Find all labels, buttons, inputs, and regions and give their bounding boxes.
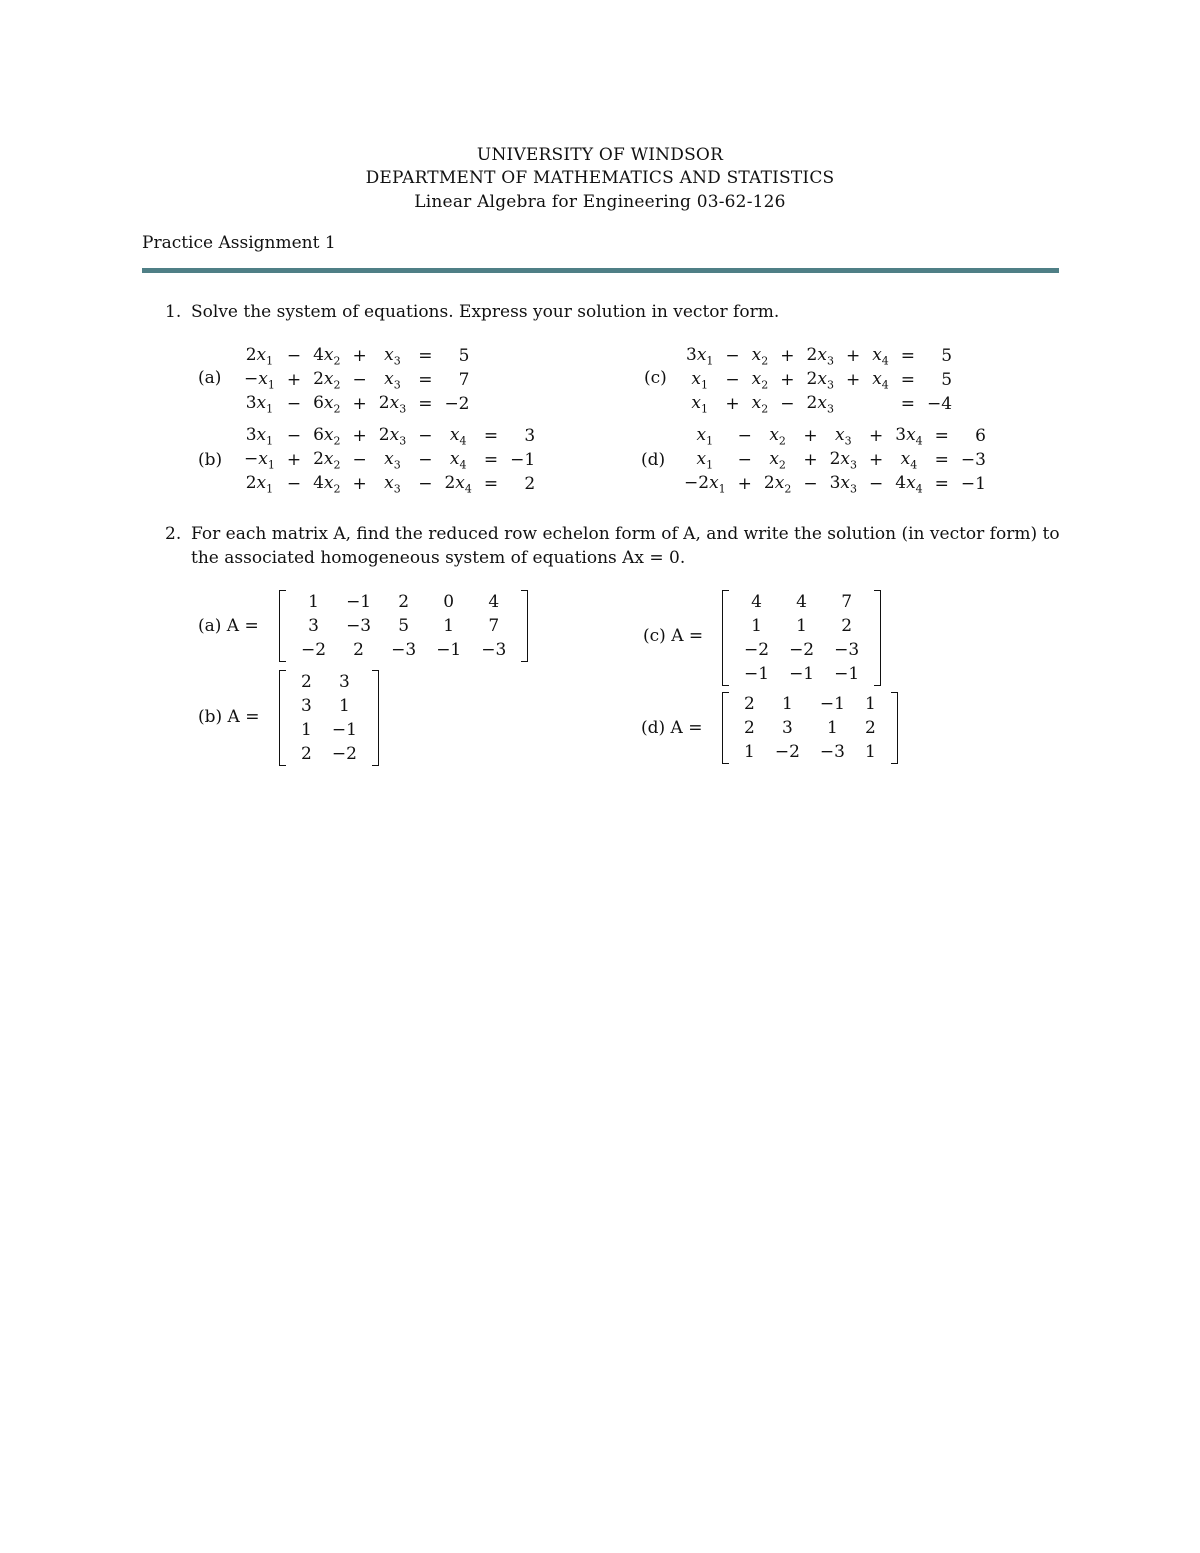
matrix-row [291,670,367,694]
equation-cell: − [725,346,740,366]
matrix-brackets-c [722,590,881,686]
q1-system-b [238,424,541,496]
equation-cell: $2x_3$ [806,368,834,392]
equation-cell: $x_1$ [691,392,708,416]
university-name: UNIVERSITY OF WINDSOR [476,145,724,165]
matrix-cell: −2 [789,640,815,660]
equation-cell: + [725,394,740,414]
matrix-row [291,590,516,614]
matrix-row [734,614,869,638]
equation-cell: = [418,394,433,414]
matrix-cell: 2 [301,672,312,692]
matrix-row [291,638,516,662]
equation-cell: = [900,346,916,366]
matrix-cell: −1 [819,694,845,714]
matrix-brackets-a [279,590,528,662]
q2-a-label: (a) A = [198,616,259,636]
matrix-cell: 1 [443,616,455,636]
equation-cell: −3 [960,450,986,470]
matrix-cell: 1 [781,694,793,714]
q2-b-label: (b) A = [198,707,260,727]
matrix-cell: 4 [751,592,762,612]
matrix-cell: 0 [443,592,455,612]
equation-cell: $-x_1$ [244,368,275,392]
equation-cell: − [780,394,795,414]
q1-b-label: (b) [198,450,223,470]
equation-cell: $2x_3$ [829,448,857,472]
matrix-cell: −2 [774,742,800,762]
equation-cell: $x_4$ [900,448,918,472]
equation-cell: $x_2$ [751,392,769,416]
q1-system-d [678,424,992,496]
equation-cell: − [418,474,433,494]
equation-cell: −4 [927,394,953,414]
equation-cell: $4x_4$ [895,472,923,496]
matrix-cell: 3 [301,696,312,716]
equation-cell: + [286,370,302,390]
q2-matrix-c [722,590,881,691]
equation-table-c [680,344,958,416]
matrix-cell: −1 [436,640,462,660]
equation-cell: = [934,474,949,494]
equation-cell: −2 [444,394,470,414]
equation-cell: $2x_3$ [378,392,407,416]
course-title: Linear Algebra for Engineering 03-62-126 [414,192,786,212]
matrix-cell: 2 [353,640,364,660]
q1-a-label: (a) [198,368,222,388]
matrix-brackets-b [279,670,379,766]
equation-cell: 2 [524,474,536,494]
equation-table-a [238,344,476,416]
matrix-row [734,638,869,662]
equation-cell [866,392,895,416]
equation-cell: − [737,450,752,470]
matrix-row [734,662,869,686]
equation-cell: $x_1$ [691,368,708,392]
equation-cell: $3x_1$ [686,344,714,368]
equation-cell: 5 [941,346,953,366]
equation-row [238,344,476,368]
equation-cell: − [286,474,302,494]
equation-cell: $-2x_1$ [684,472,726,496]
equation-cell: − [418,426,433,446]
matrix-cell: 1 [864,694,876,714]
equation-cell: $3x_4$ [895,424,923,448]
matrix-cell: 3 [308,616,319,636]
matrix-cell: 7 [488,616,500,636]
equation-cell: $2x_3$ [806,344,834,368]
q2-number: 2. [165,524,182,544]
equation-row [238,392,476,416]
equation-cell: $x_4$ [449,448,467,472]
assignment-title: Practice Assignment 1 [142,233,336,253]
matrix-row [734,740,886,764]
equation-row [680,392,958,416]
matrix-cell: 1 [744,742,755,762]
equation-cell: $2x_1$ [245,472,274,496]
equation-cell: + [780,346,795,366]
equation-cell: $x_1$ [696,448,714,472]
equation-cell: = [900,370,916,390]
matrix-cell: −1 [346,592,372,612]
equation-cell: = [483,426,499,446]
matrix-cell: 7 [841,592,853,612]
equation-table-d [678,424,992,496]
equation-cell: 5 [941,370,953,390]
equation-cell: − [418,450,433,470]
equation-cell: $x_2$ [751,368,769,392]
matrix-cell: −2 [744,640,770,660]
equation-row [680,368,958,392]
equation-cell: 3 [524,426,536,446]
matrix-row [291,694,367,718]
q1-prompt: Solve the system of equations. Express your solution in vector form. [191,302,780,322]
matrix-cell: −1 [789,664,815,684]
equation-cell: $x_3$ [384,344,401,368]
matrix-cell: 2 [841,616,853,636]
equation-cell: $x_4$ [449,424,467,448]
department-name: DEPARTMENT OF MATHEMATICS AND STATISTICS [365,168,835,188]
equation-cell: 5 [458,346,470,366]
matrix-cell: 2 [864,718,876,738]
matrix-cell: −2 [331,744,357,764]
equation-cell: = [934,426,949,446]
equation-cell: $x_3$ [384,472,401,496]
q1-system-a [238,344,476,416]
q1-d-label: (d) [641,450,666,470]
q2-matrix-b [279,670,379,771]
q2-matrix-a [279,590,528,667]
matrix-cell: 3 [781,718,793,738]
equation-cell: + [352,426,367,446]
equation-row [238,472,541,496]
equation-cell: + [803,450,818,470]
equation-cell: −1 [510,450,536,470]
equation-cell: $x_2$ [751,344,769,368]
q2-prompt-line2: the associated homogeneous system of equations Ax = 0. [191,548,686,568]
equation-cell: −1 [960,474,986,494]
matrix-cell: 2 [744,718,755,738]
equation-cell: = [934,450,949,470]
equation-cell: + [845,346,861,366]
matrix-cell: −1 [834,664,860,684]
matrix-cell: 1 [751,616,762,636]
equation-cell: = [418,370,433,390]
matrix-cell: 1 [827,718,838,738]
equation-cell: $4x_2$ [313,344,341,368]
equation-cell: + [869,426,884,446]
q1-system-c [680,344,958,416]
equation-cell: $x_3$ [384,368,401,392]
equation-row [678,448,992,472]
equation-cell: $x_3$ [384,448,401,472]
matrix-cell: −1 [744,664,770,684]
q2-prompt-line1: For each matrix A, find the reduced row echelon form of A, and write the solution (in vector form) to [191,524,1060,544]
equation-cell: + [352,474,367,494]
header-rule [142,268,1059,273]
equation-cell: $3x_1$ [245,424,274,448]
matrix-row [734,692,886,716]
equation-row [238,448,541,472]
equation-cell: $2x_3$ [806,392,834,416]
equation-cell: = [483,474,499,494]
matrix-cell: 1 [338,696,350,716]
matrix-cell: 1 [796,616,807,636]
equation-cell: − [286,346,302,366]
equation-cell: $2x_3$ [378,424,407,448]
equation-cell: + [780,370,795,390]
matrix-row [291,614,516,638]
equation-cell: + [869,450,884,470]
equation-cell: + [352,346,367,366]
equation-cell: $2x_2$ [313,368,341,392]
equation-cell: = [483,450,499,470]
equation-cell: $x_4$ [872,344,889,368]
equation-cell: + [737,474,752,494]
equation-row [678,424,992,448]
matrix-cell: 3 [338,672,350,692]
matrix-cell: 2 [744,694,755,714]
equation-cell: − [725,370,740,390]
matrix-cell: −3 [819,742,845,762]
equation-cell: = [418,346,433,366]
equation-row [238,368,476,392]
matrix-row [291,742,367,766]
equation-cell: + [845,370,861,390]
equation-cell: + [803,426,818,446]
equation-table-b [238,424,541,496]
equation-cell: 7 [458,370,470,390]
matrix-cell: 1 [864,742,876,762]
equation-cell: $x_3$ [834,424,852,448]
matrix-cell: 1 [301,720,312,740]
q1-c-label: (c) [644,368,667,388]
equation-cell: $6x_2$ [313,424,341,448]
equation-cell: $6x_2$ [313,392,341,416]
equation-cell: $-x_1$ [244,448,275,472]
matrix-cell: −3 [391,640,417,660]
matrix-cell: 5 [398,616,410,636]
equation-cell: $x_1$ [696,424,714,448]
equation-row [680,344,958,368]
matrix-cell: 2 [398,592,410,612]
equation-cell: $x_4$ [872,368,889,392]
q2-d-label: (d) A = [641,718,703,738]
equation-cell: − [286,394,302,414]
matrix-row [734,590,869,614]
equation-cell: 6 [975,426,986,446]
matrix-cell: −3 [346,616,372,636]
equation-cell: $x_2$ [769,424,786,448]
matrix-row [734,716,886,740]
q2-c-label: (c) A = [643,626,704,646]
equation-cell [840,392,866,416]
equation-cell: = [900,394,916,414]
q2-matrix-d [722,692,898,769]
equation-cell: − [737,426,752,446]
matrix-cell: 4 [796,592,807,612]
equation-cell: $2x_2$ [313,448,341,472]
equation-cell: $4x_2$ [313,472,341,496]
equation-cell: $3x_1$ [245,392,274,416]
matrix-row [291,718,367,742]
matrix-brackets-d [722,692,898,764]
equation-cell: $3x_3$ [829,472,857,496]
matrix-cell: −3 [834,640,860,660]
equation-row [678,472,992,496]
equation-cell: $2x_1$ [245,344,274,368]
equation-cell: − [352,370,367,390]
matrix-cell: 2 [301,744,312,764]
equation-row [238,424,541,448]
equation-cell: − [286,426,302,446]
equation-cell: − [869,474,884,494]
matrix-cell: 1 [308,592,319,612]
equation-cell: $x_2$ [769,448,786,472]
equation-cell: − [803,474,818,494]
equation-cell: $2x_2$ [763,472,792,496]
q1-number: 1. [165,302,182,322]
matrix-cell: 4 [488,592,500,612]
equation-cell: − [352,450,367,470]
equation-cell: $2x_4$ [444,472,472,496]
matrix-cell: −1 [331,720,357,740]
matrix-cell: −2 [301,640,327,660]
equation-cell: + [352,394,367,414]
equation-cell: + [286,450,302,470]
matrix-cell: −3 [481,640,507,660]
